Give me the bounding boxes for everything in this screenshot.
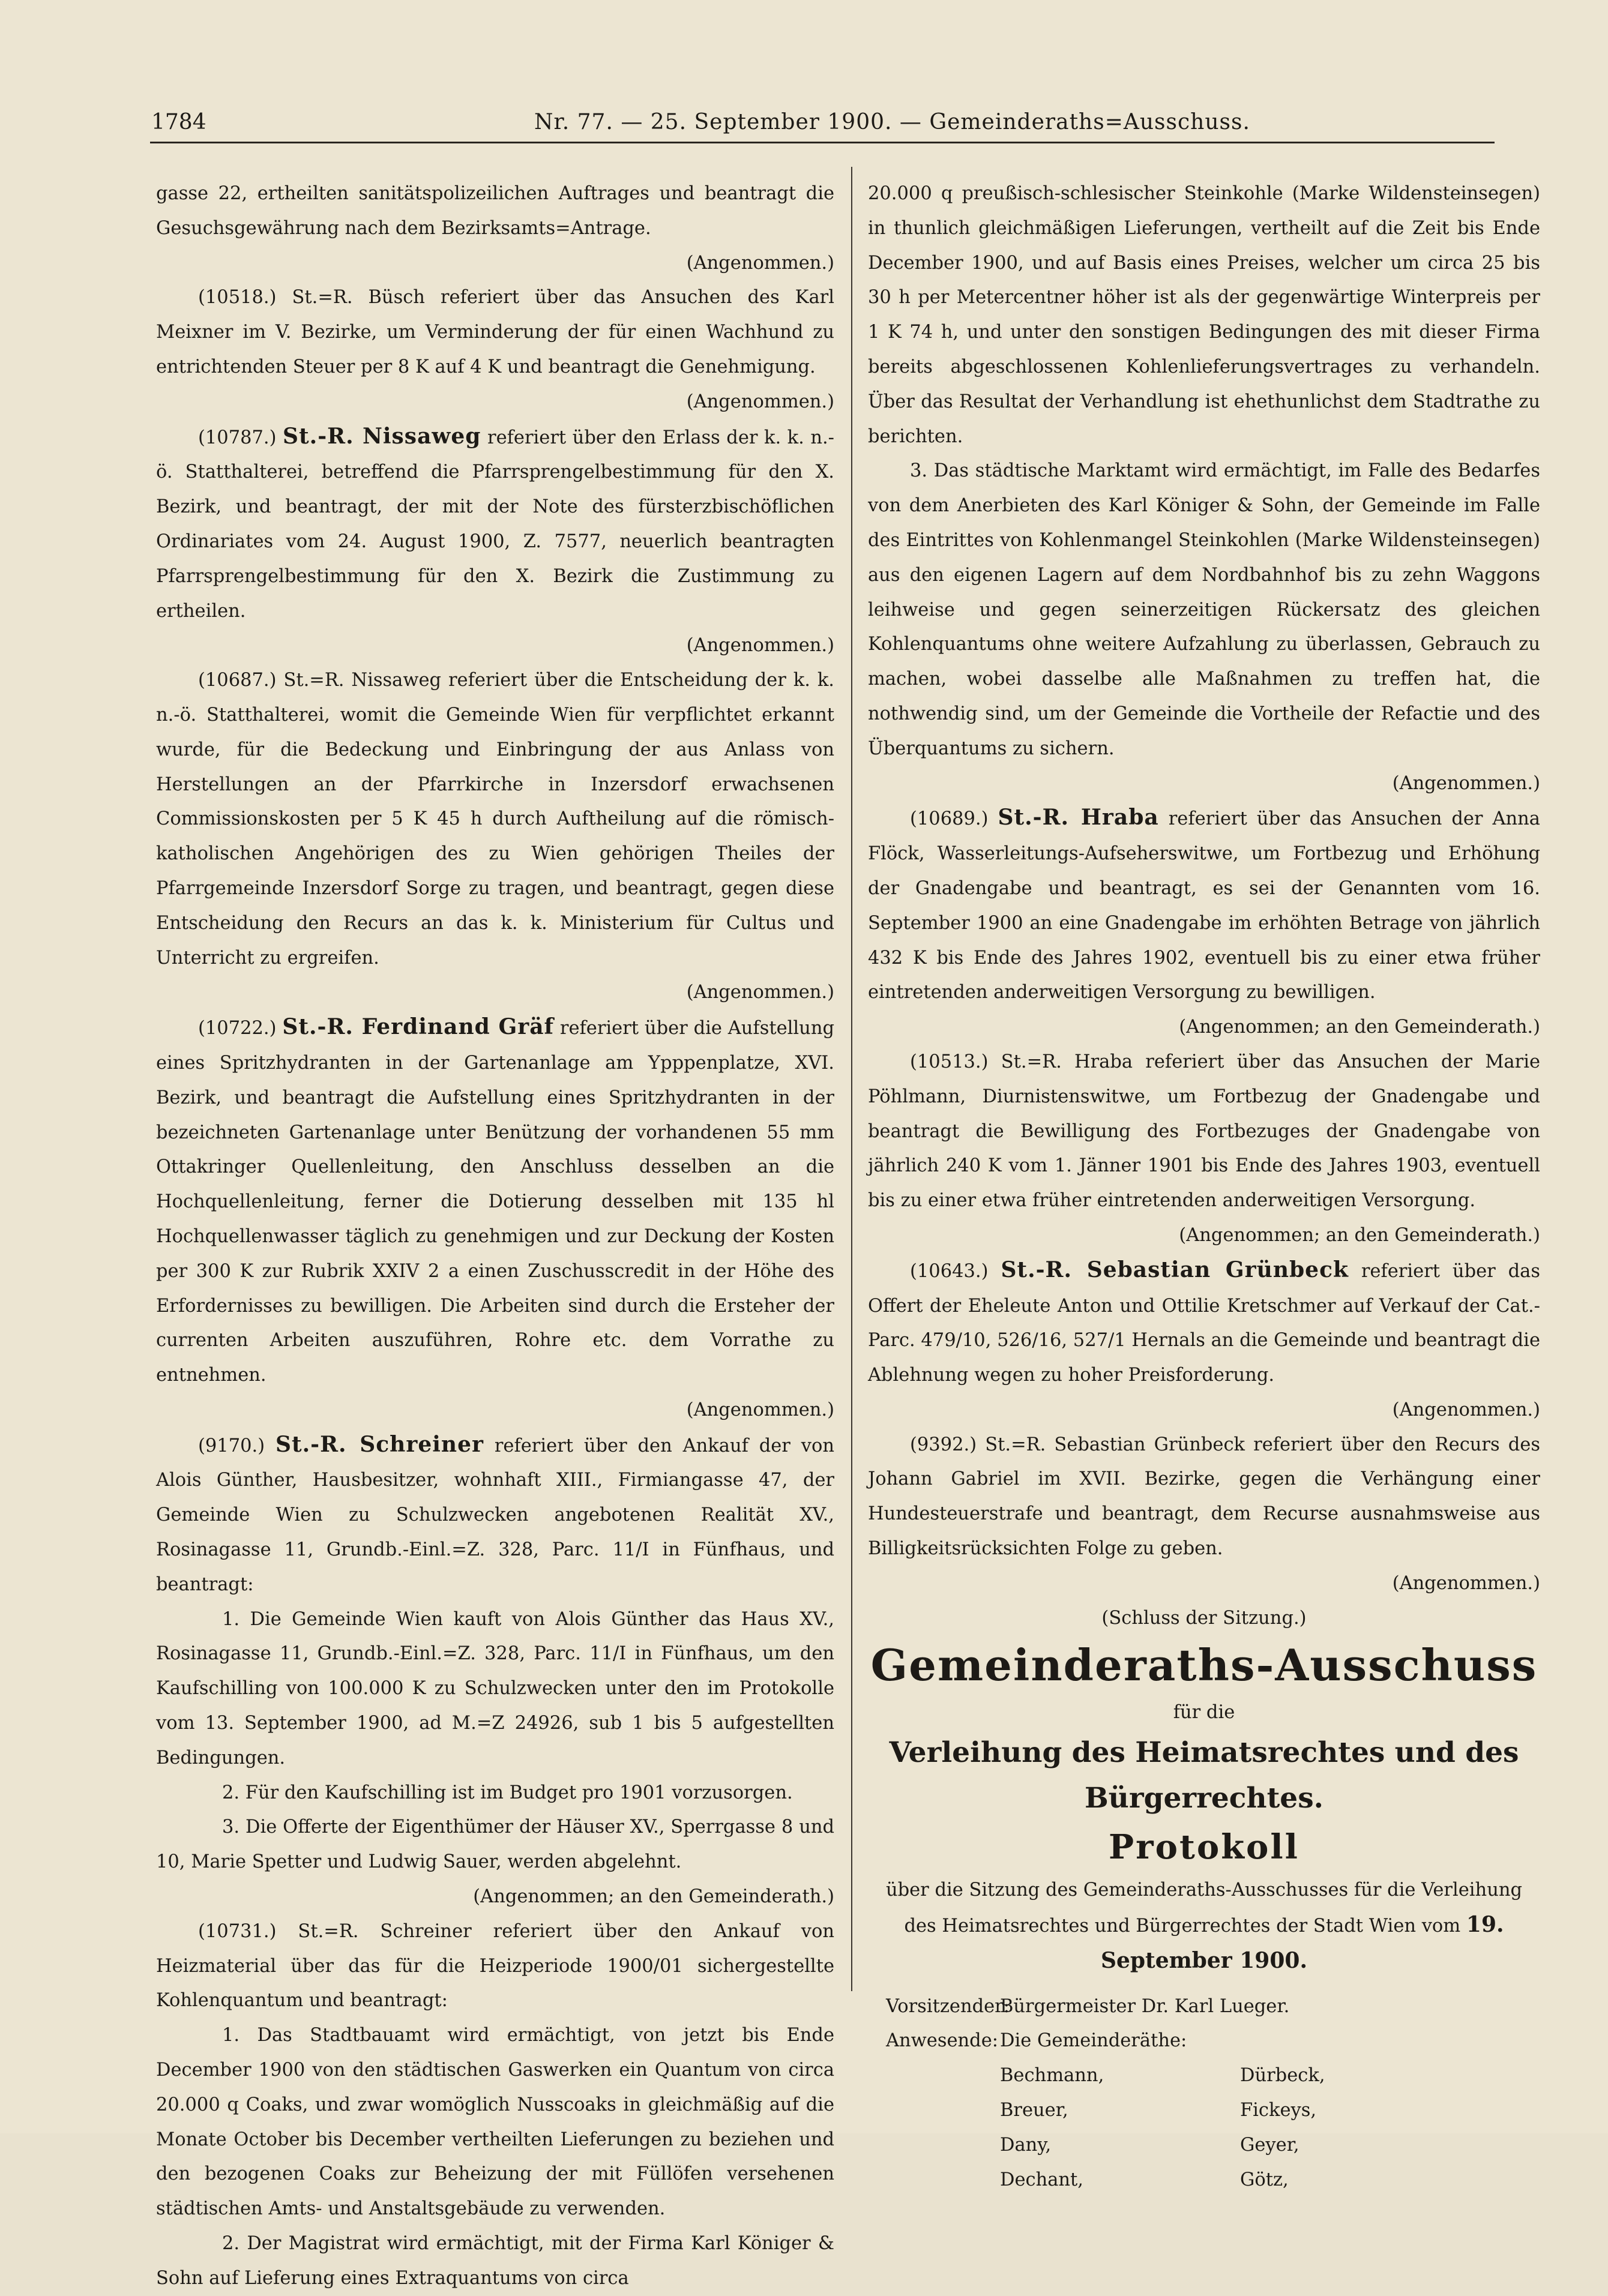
paragraph-text: referiert über das Ansuchen der Anna Flöck, Wasserleitungs-Aufseherswitwe, um Fortbezug und Erhöhung der Gnadengabe und beantragt, es sei der Genannten vom 16. September 1900 an eine Gnadengabe im erhöhten Betrage von jährlich 432 K bis Ende des Jahres 1902, eventuell bis zu einer etwa früher eintretenden anderweitigen Versorgung zu bewilligen. [868, 808, 1540, 1003]
list-item: 3. Die Offerte der Eigenthümer der Häuser XV., Sperrgasse 8 und 10, Marie Spetter und Ludwig Sauer, werden abgelehnt. [156, 1817, 834, 1873]
section-heading: Gemeinderaths-Ausschuss [870, 1639, 1538, 1691]
attendee-name: Götz, [1240, 2169, 1289, 2190]
paragraph [156, 1010, 834, 1393]
attendee-name: Fickeys, [1240, 2100, 1317, 2121]
paragraph [156, 1428, 834, 1602]
protokoll-heading: Protokoll [1109, 1827, 1299, 1868]
column-divider [851, 167, 852, 1991]
paragraph [156, 419, 834, 629]
attendee-name: Dany, [1000, 2134, 1052, 2156]
present-intro: Die Gemeinderäthe: [1000, 2030, 1187, 2052]
case-number: (9170.) [198, 1435, 265, 1456]
attendee-name: Breuer, [1000, 2100, 1068, 2121]
present-row [886, 2024, 1540, 2058]
attendee-grid [886, 2058, 1540, 2197]
list-item: 1. Das Stadtbauamt wird ermächtigt, von jetzt bis Ende December 1900 von den städtischen Gaswerken ein Quantum von circa 20.000 q Coaks, und zwar womöglich Nusscoaks in gleichmäßig auf die Monate October bis December vertheilten Lieferungen zu beziehen und den bezogenen Coaks zur Beheizung der mit Füllöfen versehenen städtischen Amts- und Anstaltsgebäude zu verwenden. [156, 2025, 834, 2220]
section-subheading: Verleihung des Heimatsrechtes und des Bürgerrechtes. [889, 1736, 1519, 1815]
attendee-name: Dechant, [1000, 2169, 1084, 2190]
result-note: (Angenommen; an den Gemeinderath.) [1179, 1224, 1540, 1246]
paragraph-text: referiert über die Aufstellung eines Spritzhydranten in der Gartenanlage am Ypppenplatze, XVI. Bezirk, und beantragt die Aufstellung eines Spritzhydranten in der bezeichneten Gartenanlage unter Benützung der vorhandenen 55 mm Ottakringer Quellenleitung, den Anschluss desselben an die Hochquellenleitung, ferner die Dotierung desselben mit 135 hl Hochquellenwasser täglich zu genehmigen und zur Deckung der Kosten per 300 K zur Rubrik XXIV 2 a einen Zuschusscredit in der Höhe des Erfordernisses zu bewilligen. Die Arbeiten sind durch die Ersteher der currenten Arbeiten auszuführen, Rohre etc. dem Vorrathe zu entnehmen. [156, 1018, 834, 1386]
result-note: (Angenommen.) [1392, 1399, 1540, 1420]
present-label: Anwesende: [886, 2030, 999, 2052]
result-note: (Angenommen; an den Gemeinderath.) [1179, 1017, 1540, 1038]
paragraph-text: referiert über den Ankauf der von Alois Günther, Hausbesitzer, wohnhaft XIII., Firmiangasse 47, der Gemeinde Wien zu Schulzwecken angebotenen Realität XV., Rosinagasse 11, Grundb.-Einl.=Z. 328, Parc. 11/I in Fünfhaus, und beantragt: [156, 1435, 834, 1595]
meeting-text: über die Sitzung des Gemeinderaths-Ausschusses für die Verleihung des Heimatsrechtes und Bürgerrechtes der Stadt Wien vom [885, 1880, 1523, 1937]
paragraph-text: referiert über den Erlass der k. k. n.-ö. Statthalterei, betreffend die Pfarrsprengelbestimmung für den X. Bezirk, und beantragt, der mit der Note des fürsterzbischöflichen Ordinariates vom 24. August 1900, Z. 7577, neuerlich beantragten Pfarrsprengelbestimmung für den X. Bezirk die Zustimmung zu ertheilen. [156, 427, 834, 622]
case-number: (10643.) [910, 1260, 989, 1282]
paragraph: gasse 22, ertheilten sanitätspolizeilichen Auftrages und beantragt die Gesuchsgewährung nach dem Bezirksamts=Antrage. [156, 183, 834, 239]
chair-label: Vorsitzender: [886, 1995, 1010, 2017]
speaker-name: St.-R. Hraba [998, 805, 1159, 831]
result-note: (Angenommen.) [1392, 772, 1540, 794]
speaker-name: St.-R. Nissaweg [283, 423, 481, 449]
speaker-name: St.-R. Schreiner [276, 1431, 484, 1457]
attendee-name: Bechmann, [1000, 2065, 1104, 2087]
list-item: 2. Für den Kaufschilling ist im Budget pro 1901 vorzusorgen. [222, 1782, 793, 1803]
meeting-description [868, 1873, 1540, 1979]
result-note: (Angenommen.) [686, 635, 834, 657]
attendance-block [868, 1989, 1540, 2198]
case-number: (10689.) [910, 808, 989, 830]
case-number: (10722.) [198, 1018, 277, 1039]
speaker-name: St.-R. Sebastian Grünbeck [1001, 1257, 1349, 1282]
paragraph [868, 1253, 1540, 1393]
page-number: 1784 [151, 110, 206, 134]
paragraph: 20.000 q preußisch-schlesischer Steinkohle (Marke Wildensteinsegen) in thunlich gleichmäßigen Lieferungen, vertheilt auf die Zeit bis Ende December 1900, und auf Basis eines Preises, welcher um circa 25 bis 30 h per Metercentner höher ist als der gegenwärtige Winterpreis per 1 K 74 h, und unter den sonstigen Bedingungen des mit dieser Firma bereits abgeschlossenen Kohlenlieferungsvertrages zu verhandeln. Über das Resultat der Verhandlung ist ehethunlichst dem Stadtrathe zu berichten. [868, 183, 1540, 447]
header-title: Nr. 77. — 25. September 1900. — Gemeinderaths=Ausschuss. [534, 110, 1250, 134]
result-note: (Angenommen.) [686, 1399, 834, 1420]
speaker-name: St.-R. Ferdinand Gräf [282, 1014, 555, 1040]
chair-name: Bürgermeister Dr. Karl Lueger. [1000, 1995, 1290, 2017]
section-fuer: für die [1173, 1702, 1235, 1724]
paragraph: (10731.) St.=R. Schreiner referiert über den Ankauf von Heizmaterial über das für die Heizperiode 1900/01 sichergestellte Kohlenquantum und beantragt: [156, 1920, 834, 2012]
list-item: 2. Der Magistrat wird ermächtigt, mit der Firma Karl Königer & Sohn auf Lieferung eines Extraquantums von circa [156, 2233, 834, 2289]
attendee-name: Geyer, [1240, 2134, 1299, 2156]
paragraph: (10518.) St.=R. Büsch referiert über das Ansuchen des Karl Meixner im V. Bezirke, um Verminderung der für einen Wachhund zu entrichtenden Steuer per 8 K auf 4 K und beantragt die Genehmigung. [156, 287, 834, 377]
attendee-name: Dürbeck, [1240, 2065, 1325, 2087]
paragraph: (9392.) St.=R. Sebastian Grünbeck referiert über den Recurs des Johann Gabriel im XVII. Bezirke, gegen die Verhängung einer Hundesteuerstrafe und beantragt, dem Recurse ausnahmsweise aus Billigkeitsrücksichten Folge zu geben. [868, 1434, 1540, 1560]
session-end-note: (Schluss der Sitzung.) [1101, 1607, 1307, 1629]
result-note: (Angenommen.) [686, 252, 834, 274]
left-column [156, 176, 834, 2296]
meeting-date: 19. September 1900. [1100, 1912, 1504, 1973]
result-note: (Angenommen.) [686, 391, 834, 412]
paragraph-text: referiert über das Offert der Eheleute Anton und Ottilie Kretschmer auf Verkauf der Cat.-Parc. 479/10, 526/16, 527/1 Hernals an die Gemeinde und beantragt die Ablehnung wegen zu hoher Preisforderung. [868, 1260, 1540, 1386]
chair-row [886, 1989, 1540, 2024]
case-number: (10787.) [198, 427, 277, 448]
right-column [868, 176, 1540, 2197]
result-note: (Angenommen.) [1392, 1572, 1540, 1594]
page-header [150, 103, 1495, 143]
result-note: (Angenommen; an den Gemeinderath.) [473, 1886, 834, 1908]
paragraph: 3. Das städtische Marktamt wird ermächtigt, im Falle des Bedarfes von dem Anerbieten des Karl Königer & Sohn, der Gemeinde im Falle des Eintrittes von Kohlenmangel Steinkohlen (Marke Wildensteinsegen) aus den eigenen Lagern auf dem Nordbahnhof bis zu zehn Waggons leihweise und gegen seinerzeitigen Rückersatz des gleichen Kohlenquantums ohne weitere Aufzahlung zu überlassen, Gebrauch zu machen, wobei dasselbe alle Maßnahmen zu treffen hat, die nothwendig sind, um der Gemeinde die Vortheile der Refactie und des Überquantums zu sichern. [868, 460, 1540, 759]
paragraph: (10513.) St.=R. Hraba referiert über das Ansuchen der Marie Pöhlmann, Diurnistenswitwe, um Fortbezug der Gnadengabe und beantragt die Bewilligung des Fortbezuges der Gnadengabe von jährlich 240 K vom 1. Jänner 1901 bis Ende des Jahres 1903, eventuell bis zu einer etwa früher eintretenden anderweitigen Versorgung. [868, 1051, 1540, 1212]
list-item: 1. Die Gemeinde Wien kauft von Alois Günther das Haus XV., Rosinagasse 11, Grundb.-Einl.=Z. 328, Parc. 11/I in Fünfhaus, um den Kaufschilling von 100.000 K zu Schulzwecken unter den im Protokolle vom 13. September 1900, ad M.=Z 24926, sub 1 bis 5 aufgestellten Bedingungen. [156, 1608, 834, 1769]
paragraph [868, 801, 1540, 1010]
result-note: (Angenommen.) [686, 982, 834, 1003]
paragraph: (10687.) St.=R. Nissaweg referiert über die Entscheidung der k. k. n.-ö. Statthalterei, womit die Gemeinde Wien für verpflichtet erkannt wurde, für die Bedeckung und Einbringung der aus Anlass von Herstellungen an der Pfarrkirche in Inzersdorf erwachsenen Commissionskosten per 5 K 45 h durch Auftheilung auf die römisch-katholischen Angehörigen des zu Wien gehörigen Theiles der Pfarrgemeinde Inzersdorf Sorge zu tragen, und beantragt, gegen diese Entscheidung den Recurs an das k. k. Ministerium für Cultus und Unterricht zu ergreifen. [156, 670, 834, 969]
